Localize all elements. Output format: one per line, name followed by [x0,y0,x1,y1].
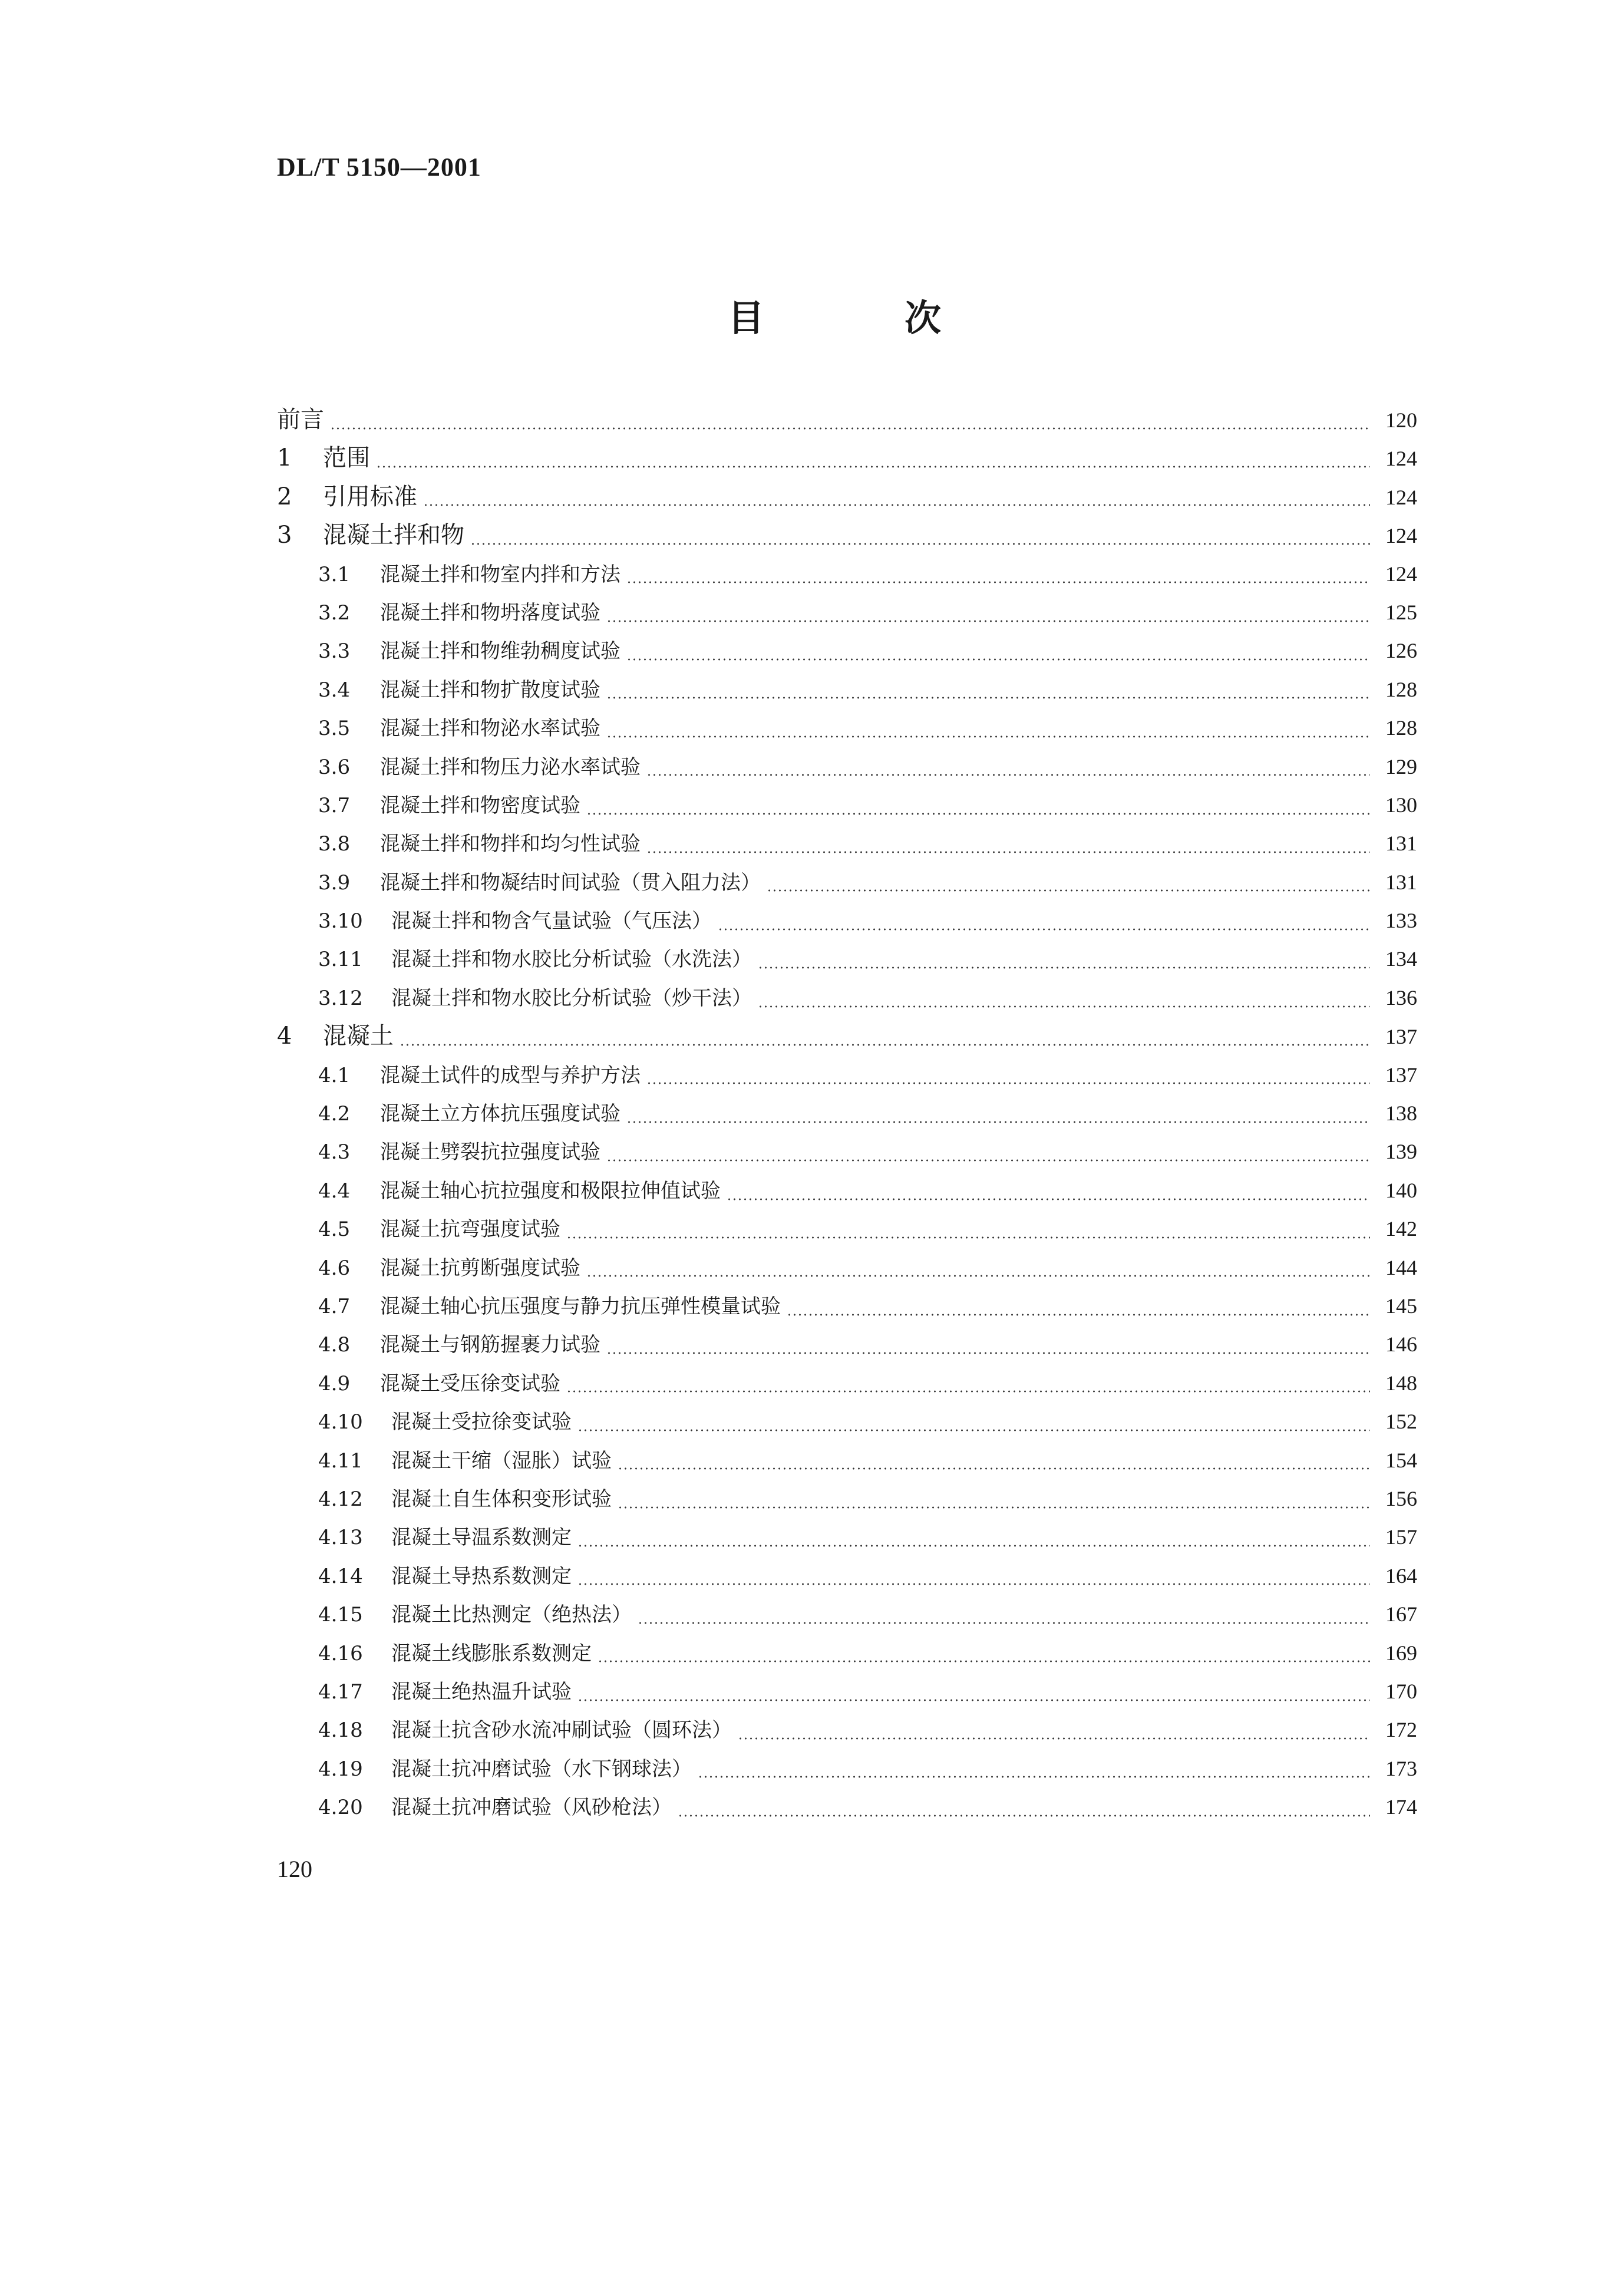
toc-entry-number: 3.5 [318,717,351,741]
toc-entry-title: 混凝土劈裂抗拉强度试验 [380,1140,600,1165]
toc-entry[interactable] [277,1672,1417,1711]
toc-leader-dots [470,543,1370,545]
toc-entry-number: 3.11 [318,948,363,972]
toc-entry-title: 混凝土线膨胀系数测定 [391,1641,592,1665]
toc-entry-number: 3.2 [318,601,351,625]
toc-entry-number: 4.16 [318,1641,363,1665]
toc-entry-title: 混凝土拌和物室内拌和方法 [380,562,620,586]
toc-leader-dots [618,1467,1370,1470]
toc-entry[interactable] [277,824,1417,863]
toc-entry-title: 范围 [323,444,370,472]
toc-leader-dots [606,697,1370,699]
toc-leader-dots [606,735,1370,738]
toc-entry[interactable] [277,709,1417,747]
toc-entry[interactable] [277,439,1417,477]
toc-entry-title: 混凝土受拉徐变试验 [391,1410,572,1434]
toc-entry[interactable] [277,516,1417,555]
toc-entry-number: 3.12 [318,986,363,1010]
toc-entry[interactable] [277,940,1417,978]
toc-entry-title: 混凝土轴心抗拉强度和极限拉伸值试验 [380,1179,721,1203]
toc-entry-page: 126 [1385,639,1417,663]
toc-entry-number: 3.10 [318,909,363,933]
toc-leader-dots [738,1737,1370,1740]
toc-entry-number: 4.10 [318,1410,363,1434]
toc-entry-title: 混凝土拌和物凝结时间试验（贯入阻力法） [380,870,761,895]
toc-entry[interactable] [277,1634,1417,1672]
toc-entry-title: 混凝土自生体积变形试验 [391,1487,612,1511]
toc-entry-number: 4.14 [318,1564,363,1588]
standard-code: DL/T 5150—2001 [277,153,481,182]
toc-entry-title: 混凝土抗冲磨试验（水下钢球法） [391,1757,692,1781]
toc-entry[interactable] [277,786,1417,824]
toc-entry[interactable] [277,401,1417,439]
toc-entry-title: 混凝土拌和物水胶比分析试验（水洗法） [391,948,752,972]
toc-leader-dots [626,581,1370,583]
toc-leader-dots [400,1044,1370,1046]
toc-entry-number: 4.8 [318,1333,351,1357]
toc-entry[interactable] [277,902,1417,940]
toc-entry-number: 4.12 [318,1487,363,1511]
toc-entry-title: 混凝土拌和物泌水率试验 [380,717,600,741]
toc-entry-number: 4.9 [318,1371,351,1396]
toc-leader-dots [586,1275,1370,1277]
toc-entry-number: 4.1 [318,1063,351,1087]
toc-entry-title: 混凝土拌和物拌和均匀性试验 [380,832,641,856]
toc-title [728,289,942,341]
toc-entry-page: 134 [1385,947,1417,971]
toc-entry-page: 130 [1385,793,1417,817]
toc-leader-dots [606,1159,1370,1162]
toc-leader-dots [423,504,1370,506]
toc-entry-number: 4.6 [318,1256,351,1280]
toc-entry-title: 混凝土拌和物扩散度试验 [380,678,600,702]
toc-entry-number: 4.20 [318,1796,363,1820]
toc-leader-dots [678,1815,1370,1817]
toc-entry-number: 1 [277,444,292,472]
toc-entry-number: 3.7 [318,793,351,817]
toc-leader-dots [767,889,1370,892]
toc-entry-number: 4.2 [318,1102,351,1126]
toc-entry-page: 170 [1385,1679,1417,1703]
toc-entry[interactable] [277,1133,1417,1171]
toc-entry-page: 128 [1385,677,1417,701]
toc-entry-page: 144 [1385,1255,1417,1279]
toc-entry-page: 133 [1385,909,1417,933]
toc-entry[interactable] [277,1056,1417,1094]
toc-entry-number: 3.1 [318,562,351,586]
toc-entry-number: 3 [277,522,292,549]
toc-entry-page: 146 [1385,1332,1417,1357]
toc-entry-title: 混凝土受压徐变试验 [380,1371,560,1396]
toc-leader-dots [330,427,1370,430]
toc-entry-title: 混凝土立方体抗压强度试验 [380,1102,620,1126]
toc-entry-title: 混凝土抗冲磨试验（风砂枪法） [391,1796,672,1820]
toc-entry-number: 4.7 [318,1294,351,1318]
toc-entry-page: 167 [1385,1602,1417,1627]
toc-entry-number: 4.19 [318,1757,363,1781]
toc-leader-dots [577,1429,1370,1431]
toc-entry-page: 124 [1385,524,1417,548]
toc-entry-page: 154 [1385,1448,1417,1472]
toc-entry-number: 4.17 [318,1680,363,1704]
toc-entry-page: 173 [1385,1756,1417,1780]
toc-leader-dots [787,1314,1370,1316]
toc-entry[interactable] [277,1403,1417,1441]
toc-entry-page: 142 [1385,1217,1417,1241]
toc-entry-title: 混凝土绝热温升试验 [391,1680,572,1704]
toc-entry-title: 混凝土拌和物 [323,522,464,549]
toc-entry-title: 混凝土拌和物密度试验 [380,793,580,817]
toc-entry[interactable] [277,1750,1417,1788]
toc-entry-number: 3.8 [318,832,351,856]
toc-entry-number: 4 [277,1022,292,1050]
toc-entry-number: 4.4 [318,1179,351,1203]
toc-list [277,401,1417,1826]
toc-entry-page: 138 [1385,1101,1417,1126]
toc-entry[interactable] [277,1557,1417,1595]
toc-entry-title: 混凝土抗含砂水流冲刷试验（圆环法） [391,1718,732,1743]
toc-title-char-2: 次 [905,296,942,339]
toc-entry[interactable] [277,1210,1417,1248]
toc-entry-title: 混凝土抗弯强度试验 [380,1218,560,1242]
toc-entry[interactable] [277,478,1417,516]
toc-entry[interactable] [277,1325,1417,1364]
toc-leader-dots [577,1545,1370,1547]
toc-entry[interactable] [277,1711,1417,1749]
toc-entry-page: 145 [1385,1294,1417,1318]
toc-entry-title: 混凝土拌和物维勃稠度试验 [380,639,620,664]
toc-entry-page: 157 [1385,1525,1417,1549]
toc-leader-dots [718,928,1370,931]
toc-entry-page: 152 [1385,1410,1417,1434]
toc-leader-dots [626,658,1370,661]
toc-entry-page: 140 [1385,1178,1417,1202]
toc-entry[interactable] [277,1017,1417,1055]
toc-leader-dots [586,813,1370,815]
toc-entry-number: 2 [277,483,292,510]
toc-entry-page: 124 [1385,562,1417,586]
toc-entry-title: 混凝土拌和物坍落度试验 [380,601,600,625]
toc-entry[interactable] [277,671,1417,709]
toc-entry-title: 混凝土干缩（湿胀）试验 [391,1449,612,1473]
toc-entry-page: 164 [1385,1563,1417,1588]
toc-entry[interactable] [277,1287,1417,1325]
toc-entry[interactable] [277,555,1417,593]
toc-entry[interactable] [277,863,1417,902]
toc-entry-title: 混凝土抗剪断强度试验 [380,1256,580,1280]
toc-entry[interactable] [277,1364,1417,1403]
toc-entry-title: 混凝土轴心抗压强度与静力抗压弹性模量试验 [380,1294,781,1318]
toc-leader-dots [646,851,1370,853]
toc-leader-dots [758,1005,1370,1008]
toc-entry-title: 混凝土导热系数测定 [391,1564,572,1588]
toc-entry-page: 128 [1385,716,1417,740]
toc-entry-page: 137 [1385,1063,1417,1087]
toc-entry-title: 混凝土拌和物压力泌水率试验 [380,755,641,779]
toc-entry-number: 4.3 [318,1140,351,1165]
toc-entry-number: 4.5 [318,1218,351,1242]
toc-leader-dots [646,1082,1370,1084]
toc-entry-title: 混凝土与钢筋握裹力试验 [380,1333,600,1357]
toc-entry-page: 129 [1385,754,1417,778]
toc-entry[interactable] [277,593,1417,632]
toc-entry-number: 4.15 [318,1603,363,1627]
toc-leader-dots [566,1390,1370,1393]
toc-entry[interactable] [277,1518,1417,1556]
toc-entry-page: 156 [1385,1486,1417,1510]
toc-entry-page: 125 [1385,600,1417,624]
toc-leader-dots [376,466,1370,468]
toc-title-char-1: 目 [728,296,765,339]
toc-entry-title: 前言 [277,406,324,433]
toc-entry-title: 引用标准 [323,483,417,510]
toc-leader-dots [566,1236,1370,1239]
toc-entry-page: 136 [1385,985,1417,1010]
toc-entry-page: 120 [1385,408,1417,432]
toc-leader-dots [577,1699,1370,1701]
toc-entry[interactable] [277,1788,1417,1826]
toc-leader-dots [758,966,1370,969]
toc-entry[interactable] [277,1480,1417,1518]
toc-entry-page: 124 [1385,485,1417,509]
toc-entry-page: 148 [1385,1371,1417,1395]
toc-entry-page: 137 [1385,1025,1417,1049]
toc-entry-page: 124 [1385,447,1417,471]
toc-entry-number: 3.9 [318,870,351,895]
toc-leader-dots [698,1776,1370,1778]
toc-entry-number: 4.18 [318,1718,363,1743]
toc-entry-number: 4.11 [318,1449,363,1473]
toc-entry-number: 4.13 [318,1526,363,1550]
toc-leader-dots [626,1121,1370,1123]
toc-entry[interactable] [277,632,1417,670]
page-number: 120 [277,1856,312,1882]
toc-leader-dots [646,774,1370,776]
toc-entry-title: 混凝土拌和物含气量试验（气压法） [391,909,712,933]
toc-leader-dots [638,1622,1370,1624]
toc-entry[interactable] [277,1249,1417,1287]
toc-leader-dots [598,1660,1370,1662]
toc-entry-title: 混凝土导温系数测定 [391,1526,572,1550]
toc-entry-number: 3.3 [318,639,351,664]
toc-entry-page: 174 [1385,1795,1417,1819]
toc-leader-dots [606,1352,1370,1354]
toc-leader-dots [727,1198,1370,1200]
toc-entry-page: 172 [1385,1718,1417,1742]
toc-leader-dots [577,1583,1370,1585]
toc-entry[interactable] [277,979,1417,1017]
toc-leader-dots [618,1506,1370,1509]
toc-entry-title: 混凝土 [323,1022,394,1050]
toc-entry[interactable] [277,1441,1417,1480]
toc-entry-page: 169 [1385,1641,1417,1665]
toc-entry-page: 139 [1385,1140,1417,1164]
toc-entry-title: 混凝土比热测定（绝热法） [391,1603,632,1627]
toc-entry-page: 131 [1385,870,1417,894]
toc-entry-title: 混凝土拌和物水胶比分析试验（炒干法） [391,986,752,1010]
toc-entry[interactable] [277,1094,1417,1133]
toc-entry-page: 131 [1385,832,1417,856]
toc-leader-dots [606,620,1370,622]
toc-entry-number: 3.6 [318,755,351,779]
toc-entry-number: 3.4 [318,678,351,702]
toc-entry[interactable] [277,748,1417,786]
toc-entry[interactable] [277,1172,1417,1210]
toc-entry[interactable] [277,1595,1417,1634]
toc-entry-title: 混凝土试件的成型与养护方法 [380,1063,641,1087]
